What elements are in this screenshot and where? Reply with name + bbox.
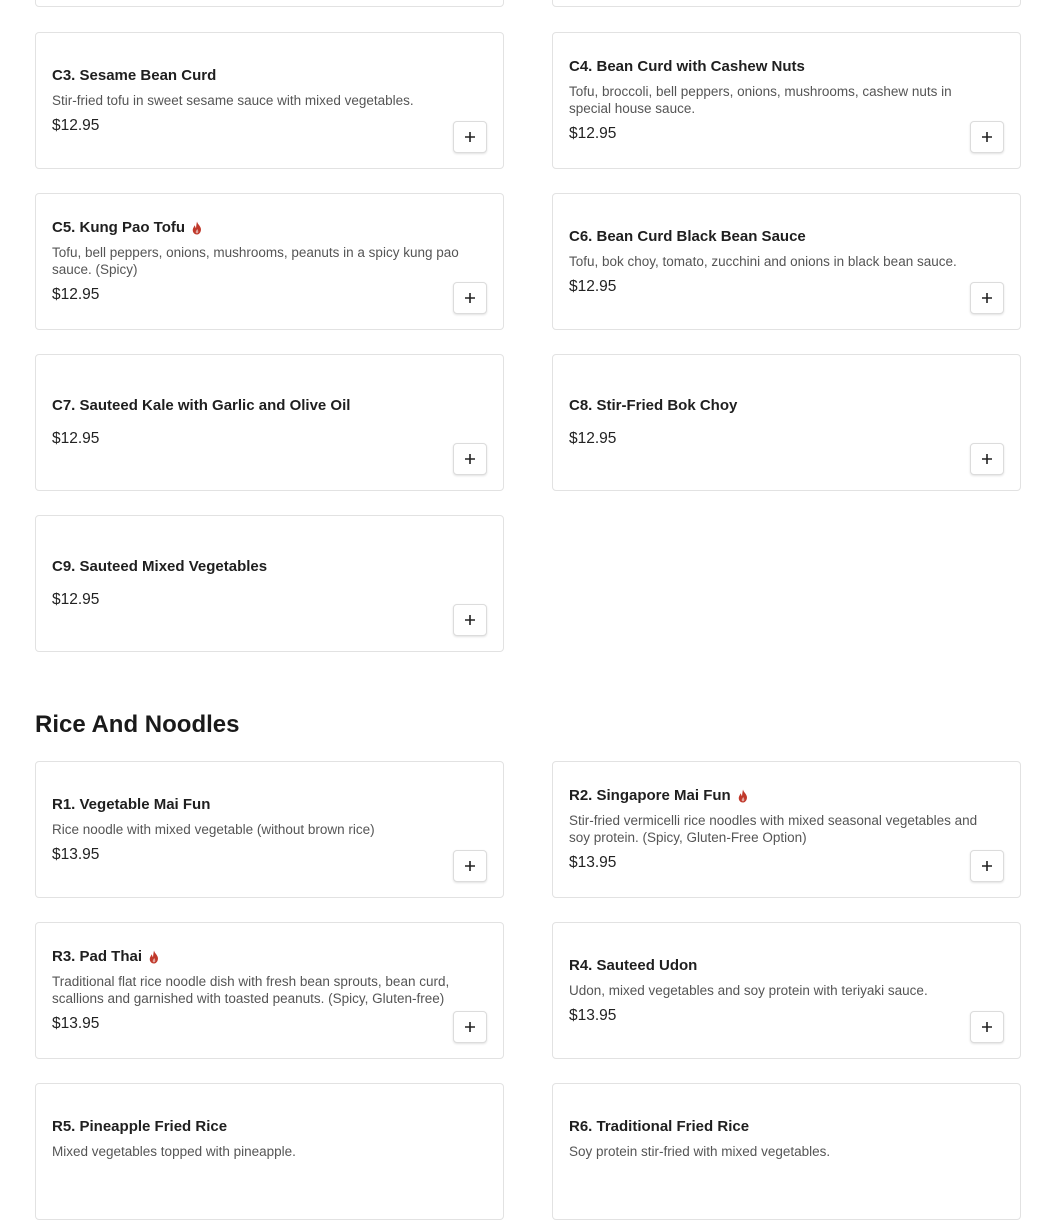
- menu-item-description: Stir-fried tofu in sweet sesame sauce with mixed vegetables.: [52, 92, 414, 108]
- menu-item-description: Soy protein stir-fried with mixed vegetables.: [569, 1144, 831, 1159]
- menu-item-price: $12.95: [52, 286, 100, 303]
- add-to-cart-button[interactable]: [453, 850, 487, 882]
- flame-icon: [191, 221, 203, 235]
- menu-item-name: C7. Sauteed Kale with Garlic and Olive Oil: [52, 397, 351, 414]
- menu-item-card[interactable]: [552, 1083, 1021, 1220]
- menu-item-description: Tofu, bell peppers, onions, mushrooms, peanuts in a spicy kung pao sauce. (Spicy): [52, 245, 459, 277]
- menu-item-description: Stir-fried vermicelli rice noodles with mixed seasonal vegetables and soy protein. (Spicy, Gluten-Free Option): [569, 813, 978, 845]
- menu-item-price: $13.95: [569, 1006, 617, 1024]
- add-to-cart-button[interactable]: [970, 1011, 1004, 1043]
- menu-item-description: Rice noodle with mixed vegetable (without brown rice): [52, 821, 375, 837]
- menu-item-card[interactable]: [552, 193, 1021, 330]
- menu-item-name: C6. Bean Curd Black Bean Sauce: [569, 227, 806, 245]
- menu-item-name: R1. Vegetable Mai Fun: [52, 795, 211, 813]
- add-to-cart-button[interactable]: [453, 443, 487, 475]
- plus-icon: [981, 1021, 993, 1033]
- plus-icon: [981, 453, 993, 465]
- menu-item-card[interactable]: [552, 922, 1021, 1059]
- plus-icon: [981, 860, 993, 872]
- flame-icon: [148, 950, 160, 964]
- flame-icon: [737, 789, 749, 803]
- menu-item-card[interactable]: [35, 354, 504, 491]
- menu-item-name: C8. Stir-Fried Bok Choy: [569, 397, 738, 414]
- menu-item-card[interactable]: [552, 761, 1021, 898]
- menu-item-description: Tofu, broccoli, bell peppers, onions, mushrooms, cashew nuts in special house sauce.: [569, 84, 952, 116]
- menu-item-description: Traditional flat rice noodle dish with fresh bean sprouts, bean curd, scallions and garnished with toasted peanuts. (Spicy, Gluten-free): [52, 974, 450, 1006]
- menu-item-price: $12.95: [52, 116, 100, 134]
- menu-item-name: R2. Singapore Mai Fun: [569, 787, 731, 804]
- plus-icon: [464, 614, 476, 626]
- menu-item-name: R3. Pad Thai: [52, 948, 143, 965]
- add-to-cart-button[interactable]: [453, 121, 487, 153]
- plus-icon: [464, 453, 476, 465]
- menu-item-description: Mixed vegetables topped with pineapple.: [52, 1144, 296, 1159]
- menu-item-price: $12.95: [52, 591, 100, 608]
- plus-icon: [981, 292, 993, 304]
- menu-item-price: $13.95: [52, 845, 100, 863]
- menu-item-name: R5. Pineapple Fried Rice: [52, 1118, 228, 1135]
- plus-icon: [464, 131, 476, 143]
- menu-item-description: Udon, mixed vegetables and soy protein with teriyaki sauce.: [569, 982, 928, 998]
- menu-item-price: $12.95: [569, 430, 617, 447]
- add-to-cart-button[interactable]: [453, 1011, 487, 1043]
- menu-item-name: C3. Sesame Bean Curd: [52, 66, 217, 84]
- plus-icon: [981, 131, 993, 143]
- menu-item-price: $13.95: [569, 854, 617, 871]
- menu-item-card[interactable]: [35, 515, 504, 652]
- menu-item-name: C5. Kung Pao Tofu: [52, 219, 186, 236]
- menu-item-card[interactable]: [35, 761, 504, 898]
- menu-item-price: $12.95: [52, 430, 100, 447]
- menu-item-price: $12.95: [569, 277, 617, 295]
- plus-icon: [464, 1021, 476, 1033]
- add-to-cart-button[interactable]: [970, 121, 1004, 153]
- menu-item-name: R4. Sauteed Udon: [569, 956, 698, 974]
- menu-item-card[interactable]: [552, 0, 1021, 7]
- menu-item-card[interactable]: [35, 32, 504, 169]
- menu-item-name: C9. Sauteed Mixed Vegetables: [52, 558, 268, 575]
- menu-item-card[interactable]: [35, 922, 504, 1059]
- menu-item-card[interactable]: [35, 0, 504, 7]
- menu-item-price: $13.95: [52, 1015, 100, 1032]
- menu-item-name: C4. Bean Curd with Cashew Nuts: [569, 58, 805, 75]
- menu-item-card[interactable]: [552, 354, 1021, 491]
- add-to-cart-button[interactable]: [453, 282, 487, 314]
- menu-item-card[interactable]: [35, 1083, 504, 1220]
- section-title: Rice And Noodles: [35, 711, 240, 738]
- add-to-cart-button[interactable]: [970, 850, 1004, 882]
- add-to-cart-button[interactable]: [453, 604, 487, 636]
- plus-icon: [464, 292, 476, 304]
- menu-item-name: R6. Traditional Fried Rice: [569, 1118, 750, 1135]
- menu-item-card[interactable]: [35, 193, 504, 330]
- plus-icon: [464, 860, 476, 872]
- add-to-cart-button[interactable]: [970, 443, 1004, 475]
- menu-item-description: Tofu, bok choy, tomato, zucchini and onions in black bean sauce.: [569, 253, 957, 269]
- menu-item-price: $12.95: [569, 125, 617, 142]
- add-to-cart-button[interactable]: [970, 282, 1004, 314]
- menu-item-card[interactable]: [552, 32, 1021, 169]
